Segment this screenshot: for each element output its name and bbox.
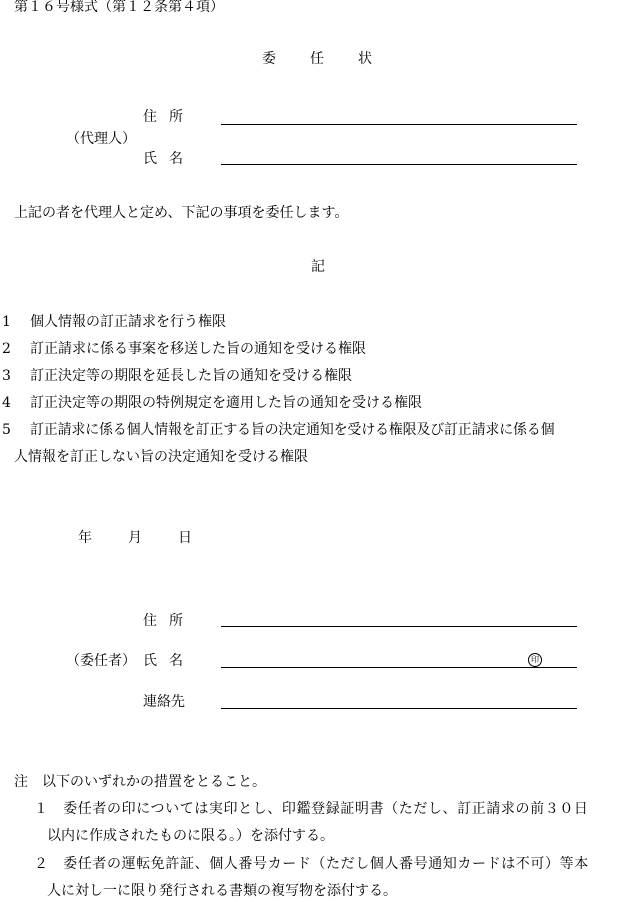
note-text: 人に対し一に限り発行される書類の複写物を添付する。 bbox=[47, 883, 397, 899]
agent-name-label: 氏名 bbox=[143, 151, 195, 167]
item-text: 訂正請求に係る個人情報を訂正する旨の決定通知を受ける権限及び訂正請求に係る個 bbox=[30, 422, 555, 438]
principal-name-label: 氏名 bbox=[143, 653, 195, 669]
item-number: 2 bbox=[2, 341, 11, 357]
principal-address-line bbox=[221, 626, 577, 627]
agent-name-line bbox=[221, 164, 577, 165]
item-number: 3 bbox=[2, 368, 11, 384]
item-number: 4 bbox=[2, 395, 11, 411]
date-labels: 年月日 bbox=[78, 530, 228, 546]
agent-address-label: 住所 bbox=[143, 109, 195, 125]
page-title: 委任状 bbox=[262, 51, 406, 67]
principal-contact-line bbox=[221, 708, 577, 709]
principal-address-label: 住所 bbox=[143, 613, 195, 629]
seal-mark: 印 bbox=[528, 653, 542, 667]
principal-contact-label: 連絡先 bbox=[143, 694, 185, 710]
item-text-continuation: 人情報を訂正しない旨の決定通知を受ける権限 bbox=[14, 449, 308, 465]
principal-name-line bbox=[221, 667, 577, 668]
item-number: 5 bbox=[2, 422, 11, 438]
note-text: １ 委任者の印については実印とし、印鑑登録証明書（ただし、訂正請求の前３０日 bbox=[34, 801, 589, 817]
item-text: 訂正請求に係る事案を移送した旨の通知を受ける権限 bbox=[30, 341, 366, 357]
item-number: 1 bbox=[2, 314, 11, 330]
agent-label: （代理人） bbox=[66, 131, 136, 147]
note-text: 以内に作成されたものに限る。）を添付する。 bbox=[47, 828, 334, 844]
item-text: 訂正決定等の期限の特例規定を適用した旨の通知を受ける権限 bbox=[30, 395, 422, 411]
item-text: 訂正決定等の期限を延長した旨の通知を受ける権限 bbox=[30, 368, 352, 384]
ki-heading: 記 bbox=[311, 259, 325, 275]
item-text: 個人情報の訂正請求を行う権限 bbox=[30, 314, 226, 330]
delegation-statement: 上記の者を代理人と定め、下記の事項を委任します。 bbox=[14, 205, 349, 221]
agent-address-line bbox=[221, 124, 577, 125]
notes-heading: 注 以下のいずれかの措置をとること。 bbox=[14, 774, 266, 790]
form-number: 第１６号様式（第１２条第４項） bbox=[14, 0, 224, 15]
principal-label: （委任者） bbox=[66, 653, 136, 669]
note-text: ２ 委任者の運転免許証、個人番号カード（ただし個人番号通知カードは不可）等本 bbox=[34, 856, 589, 872]
